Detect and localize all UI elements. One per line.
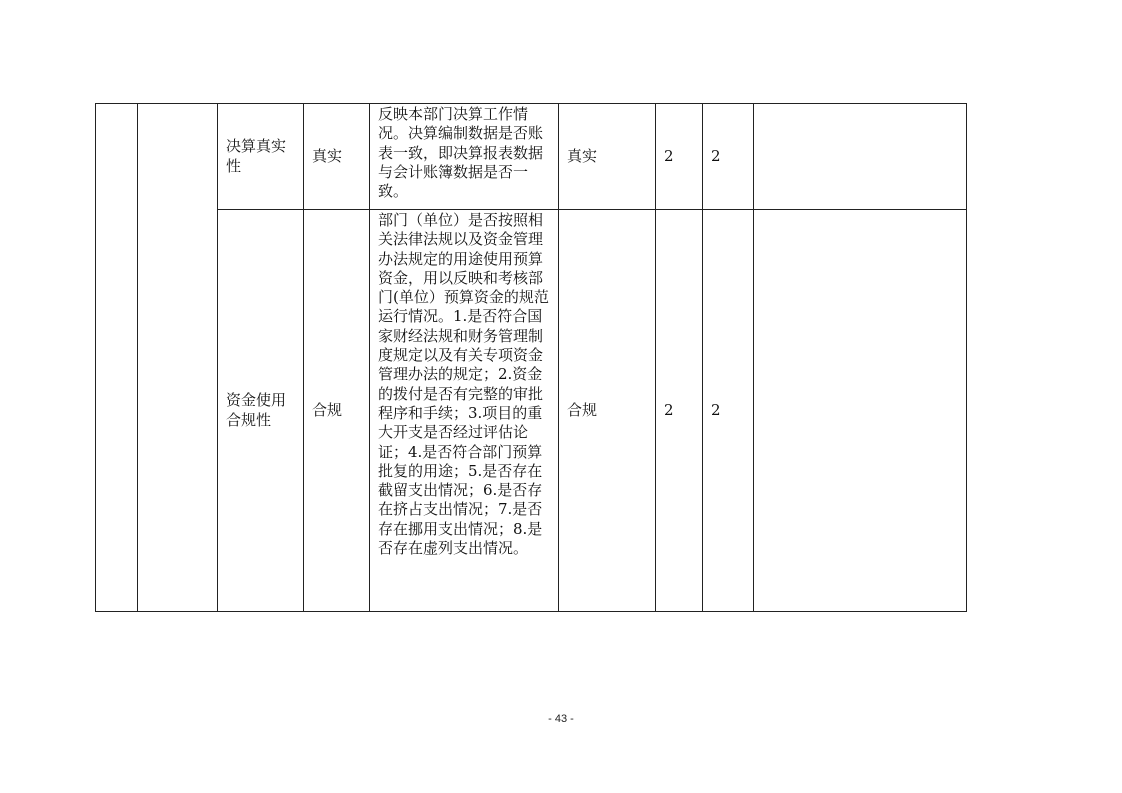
table-row: [96, 104, 967, 210]
description-cell: 反映本部门决算工作情况。决算编制数据是否账表一致，即决算报表数据与会计账簿数据是否一致。: [370, 104, 559, 210]
standard-cell: 真实: [304, 104, 370, 210]
standard-cell: 合规: [304, 210, 370, 612]
level1-indicator-cell: [96, 104, 138, 612]
level3-indicator-cell: 决算真实性: [218, 104, 304, 210]
page-number: - 43 -: [548, 713, 574, 725]
remark-cell: [754, 210, 967, 612]
weight-cell: 2: [656, 104, 703, 210]
description-cell: 部门（单位）是否按照相关法律法规以及资金管理办法规定的用途使用预算资金，用以反映和考核部门(单位）预算资金的规范运行情况。1.是否符合国家财经法规和财务管理制度规定以及有关专项资金管理办法的规定；2.资金的拨付是否有完整的审批程序和手续；3.项目的重大开支是否经过评估论证；4.是否符合部门预算批复的用途；5.是否存在截留支出情况；6.是否存在挤占支出情况；7.是否存在挪用支出情况；8.是否存在虚列支出情况。: [370, 210, 559, 612]
level3-indicator-cell: 资金使用合规性: [218, 210, 304, 612]
remark-cell: [754, 104, 967, 210]
table-row: [96, 210, 967, 612]
level2-indicator-cell: [138, 104, 218, 612]
score-cell: 2: [703, 104, 754, 210]
result-cell: 真实: [559, 104, 656, 210]
result-cell: 合规: [559, 210, 656, 612]
evaluation-table: [95, 103, 967, 612]
score-cell: 2: [703, 210, 754, 612]
weight-cell: 2: [656, 210, 703, 612]
